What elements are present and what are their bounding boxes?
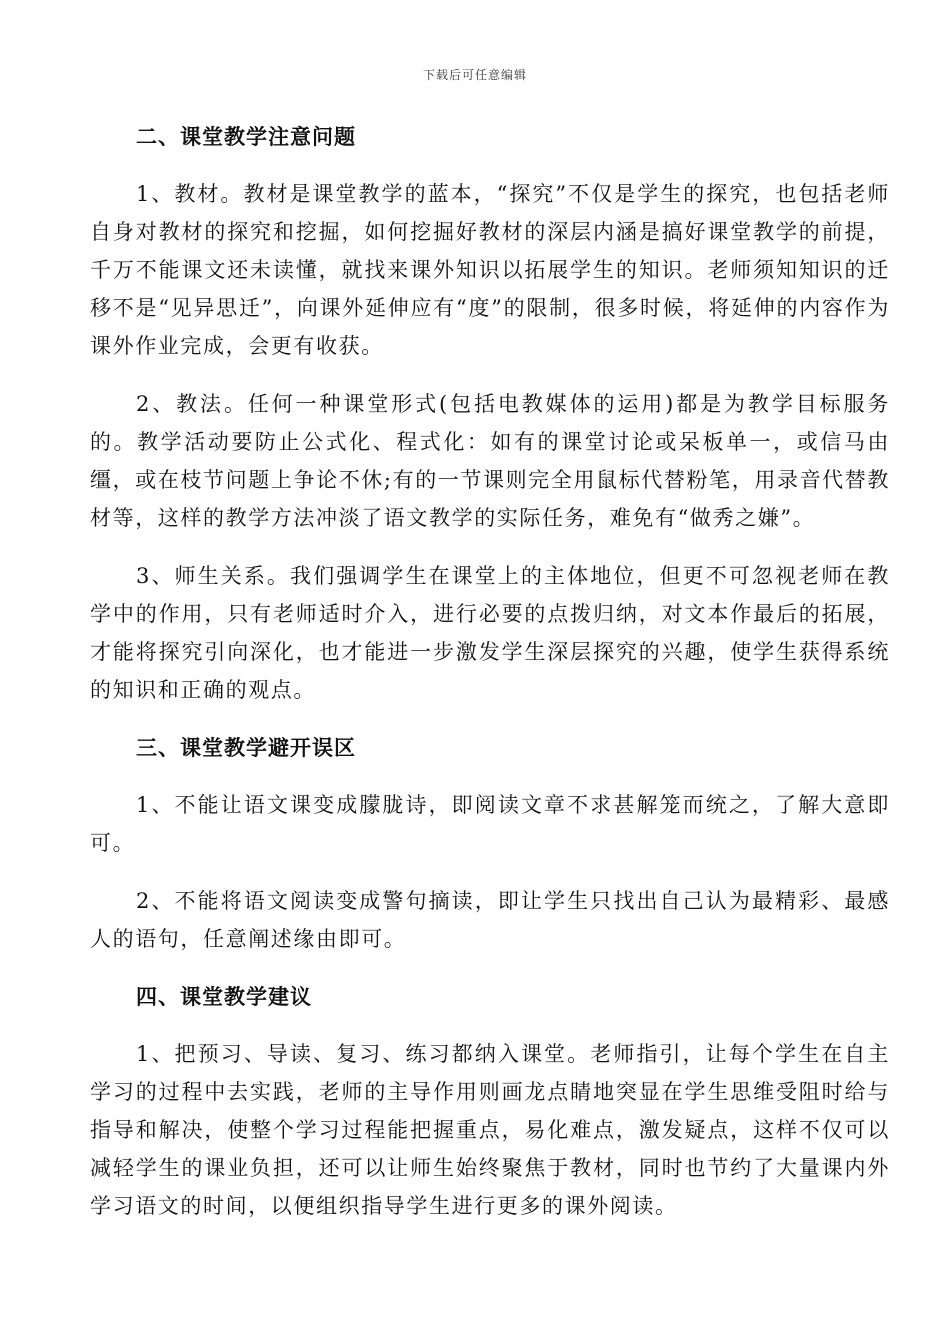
- paragraph: 1、把预习、导读、复习、练习都纳入课堂。老师指引，让每个学生在自主学习的过程中去实践，老师的主导作用则画龙点睛地突显在学生思维受阻时给与指导和解决，使整个学习过程能把握重点，易化难点，激发疑点，这样不仅可以减轻学生的课业负担，还可以让师生始终聚焦于教材，同时也节约了大量课内外学习语文的时间，以便组织指导学生进行更多的课外阅读。: [90, 1042, 890, 1218]
- section-heading-4: 四、课堂教学建议: [136, 984, 312, 1009]
- page-header: 下载后可任意编辑: [422, 68, 527, 82]
- section-heading-2: 二、课堂教学注意问题: [136, 124, 356, 149]
- section-heading-3: 三、课堂教学避开误区: [136, 735, 356, 760]
- paragraph: 2、教法。任何一种课堂形式(包括电教媒体的运用)都是为教学目标服务的。教学活动要防止公式化、程式化：如有的课堂讨论或呆板单一，或信马由缰，或在枝节问题上争论不休;有的一节课则完全用鼠标代替粉笔，用录音代替教材等，这样的教学方法冲淡了语文教学的实际任务，难免有“做秀之嫌”。: [90, 392, 890, 530]
- document-body: [90, 118, 890, 1225]
- paragraph: 2、不能将语文阅读变成警句摘读，即让学生只找出自己认为最精彩、最感人的语句，任意阐述缘由即可。: [90, 889, 890, 951]
- paragraph: 1、教材。教材是课堂教学的蓝本，“探究”不仅是学生的探究，也包括老师自身对教材的探究和挖掘，如何挖掘好教材的深层内涵是搞好课堂教学的前提，千万不能课文还未读懂，就找来课外知识以拓展学生的知识。老师须知知识的迁移不是“见异思迁”，向课外延伸应有“度”的限制，很多时候，将延伸的内容作为课外作业完成，会更有收获。: [90, 182, 890, 358]
- paragraph: 3、师生关系。我们强调学生在课堂上的主体地位，但更不可忽视老师在教学中的作用，只有老师适时介入，进行必要的点拨归纳，对文本作最后的拓展，才能将探究引向深化，也才能进一步激发学生深层探究的兴趣，使学生获得系统的知识和正确的观点。: [90, 564, 890, 702]
- paragraph: 1、不能让语文课变成朦胧诗，即阅读文章不求甚解笼而统之，了解大意即可。: [90, 793, 890, 855]
